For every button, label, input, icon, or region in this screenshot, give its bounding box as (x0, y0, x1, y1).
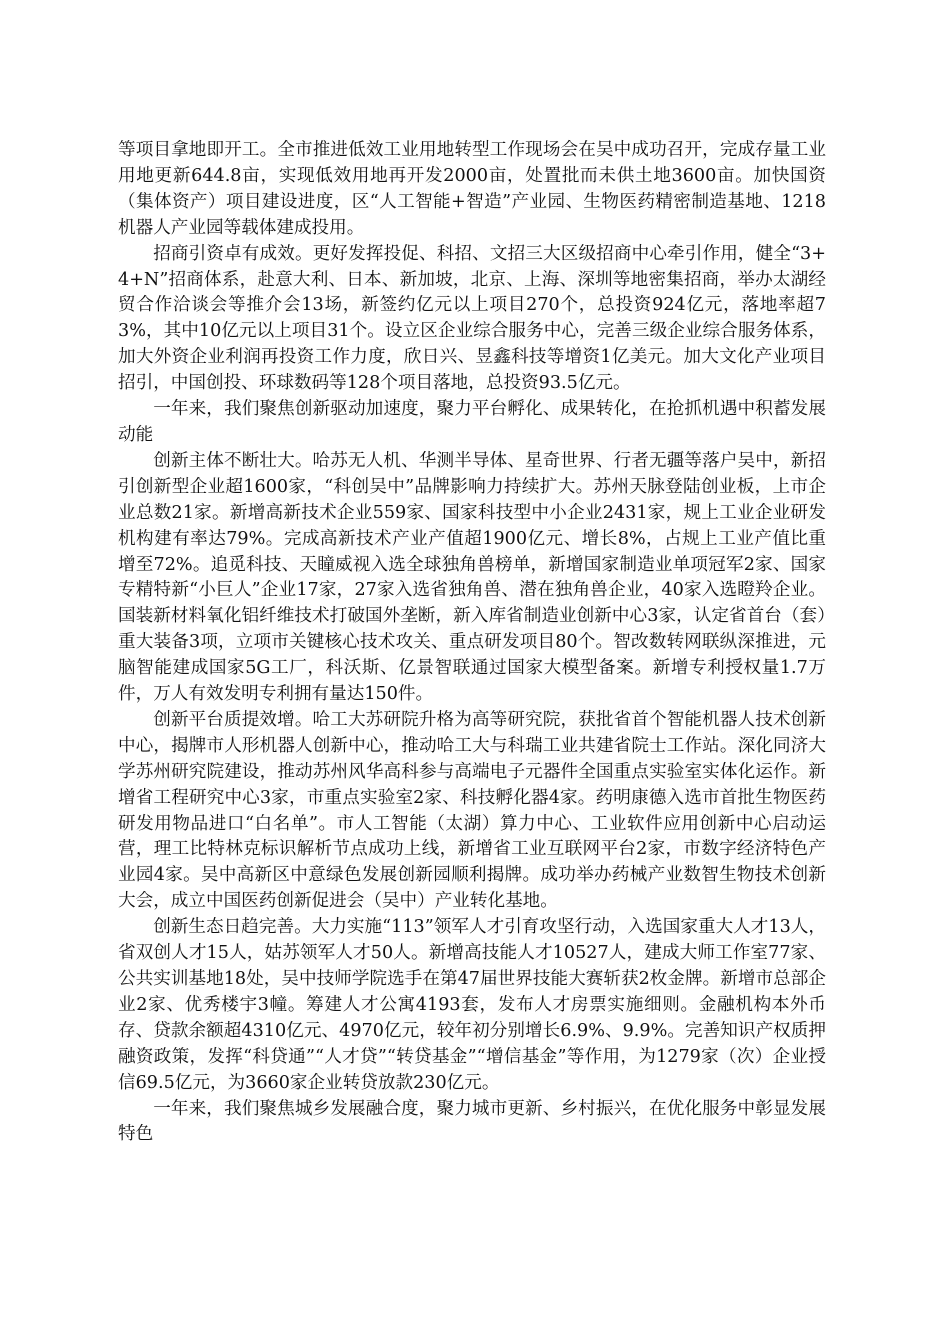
paragraph-innovation-ecosystem: 创新生态日趋完善。大力实施“113”领军人才引育攻坚行动，入选国家重大人才13人，省双创人才15人，姑苏领军人才50人。新增高技能人才10527人，建成大师工作室77家、公共实训基地18处，吴中技师学院选手在第47届世界技能大赛斩获2枚金牌。新增市总部企业2家、优秀楼宇3幢。筹建人才公寓4193套，发布人才房票实施细则。金融机构本外币存、贷款余额超4310亿元、4970亿元，较年初分别增长6.9%、9.9%。完善知识产权质押融资政策，发挥“科贷通”“人才贷”“转贷基金”“增信基金”等作用，为1279家（次）企业授信69.5亿元，为3660家企业转贷放款230亿元。 (118, 917, 826, 1093)
paragraph-urban-rural-summary: 一年来，我们聚焦城乡发展融合度，聚力城市更新、乡村振兴，在优化服务中彰显发展特色 (118, 1098, 826, 1145)
paragraph-innovation-platforms: 创新平台质提效增。哈工大苏研院升格为高等研究院，获批省首个智能机器人技术创新中心，揭牌市人形机器人创新中心，推动哈工大与科瑞工业共建省院士工作站。深化同济大学苏州研究院建设，推动苏州风华高科参与高端电子元器件全国重点实验室实体化运作。新增省工程研究中心3家，市重点实验室2家、科技孵化器4家。药明康德入选市首批生物医药研发用物品进口“白名单”。市人工智能（太湖）算力中心、工业软件应用创新中心启动运营，理工比特林克标识解析节点成功上线，新增省工业互联网平台2家，市数字经济特色产业园4家。吴中高新区中意绿色发展创新园顺利揭牌。成功举办药械产业数智生物技术创新大会，成立中国医药创新促进会（吴中）产业转化基地。 (118, 709, 826, 912)
document-body (118, 138, 826, 1148)
paragraph-innovation-entities: 创新主体不断壮大。哈苏无人机、华测半导体、星奇世界、行者无疆等落户吴中，新招引创新型企业超1600家，“科创吴中”品牌影响力持续扩大。苏州天脉登陆创业板，上市企业总数21家。新增高新技术企业559家、国家科技型中小企业2431家，规上工业企业研发机构建有率达79%。完成高新技术产业产值超1900亿元、增长8%，占规上工业产值比重增至72%。追觅科技、天瞳威视入选全球独角兽榜单，新增国家制造业单项冠军2家、国家专精特新“小巨人”企业17家，27家入选省独角兽、潜在独角兽企业，40家入选瞪羚企业。国装新材料氧化铝纤维技术打破国外垄断，新入库省制造业创新中心3家，认定省首台（套）重大装备3项，立项市关键核心技术攻关、重点研发项目80个。智改数转网联纵深推进，元脑智能建成国家5G工厂，科沃斯、亿景智联通过国家大模型备案。新增专利授权量1.7万件，万人有效发明专利拥有量达150件。 (118, 450, 826, 705)
paragraph-investment-attraction: 招商引资卓有成效。更好发挥投促、科招、文招三大区级招商中心牵引作用，健全“3+4+N”招商体系，赴意大利、日本、新加坡，北京、上海、深圳等地密集招商，举办太湖经贸合作洽谈会等推介会13场，新签约亿元以上项目270个，总投资924亿元，落地率超73%，其中10亿元以上项目31个。设立区企业综合服务中心，完善三级企业综合服务体系，加大外资企业利润再投资工作力度，欣日兴、昱鑫科技等增资1亿美元。加大文化产业项目招引，中国创投、环球数码等128个项目落地，总投资93.5亿元。 (118, 243, 826, 394)
paragraph-innovation-summary: 一年来，我们聚焦创新驱动加速度，聚力平台孵化、成果转化，在抢抓机遇中积蓄发展动能 (118, 399, 826, 445)
paragraph-land-use: 等项目拿地即开工。全市推进低效工业用地转型工作现场会在吴中成功召开，完成存量工业用地更新644.8亩，实现低效用地再开发2000亩，处置批而未供土地3600亩。加快国资（集体资产）项目建设进度，区“人工智能+智造”产业园、生物医药精密制造基地、1218机器人产业园等载体建成投用。 (118, 140, 826, 238)
